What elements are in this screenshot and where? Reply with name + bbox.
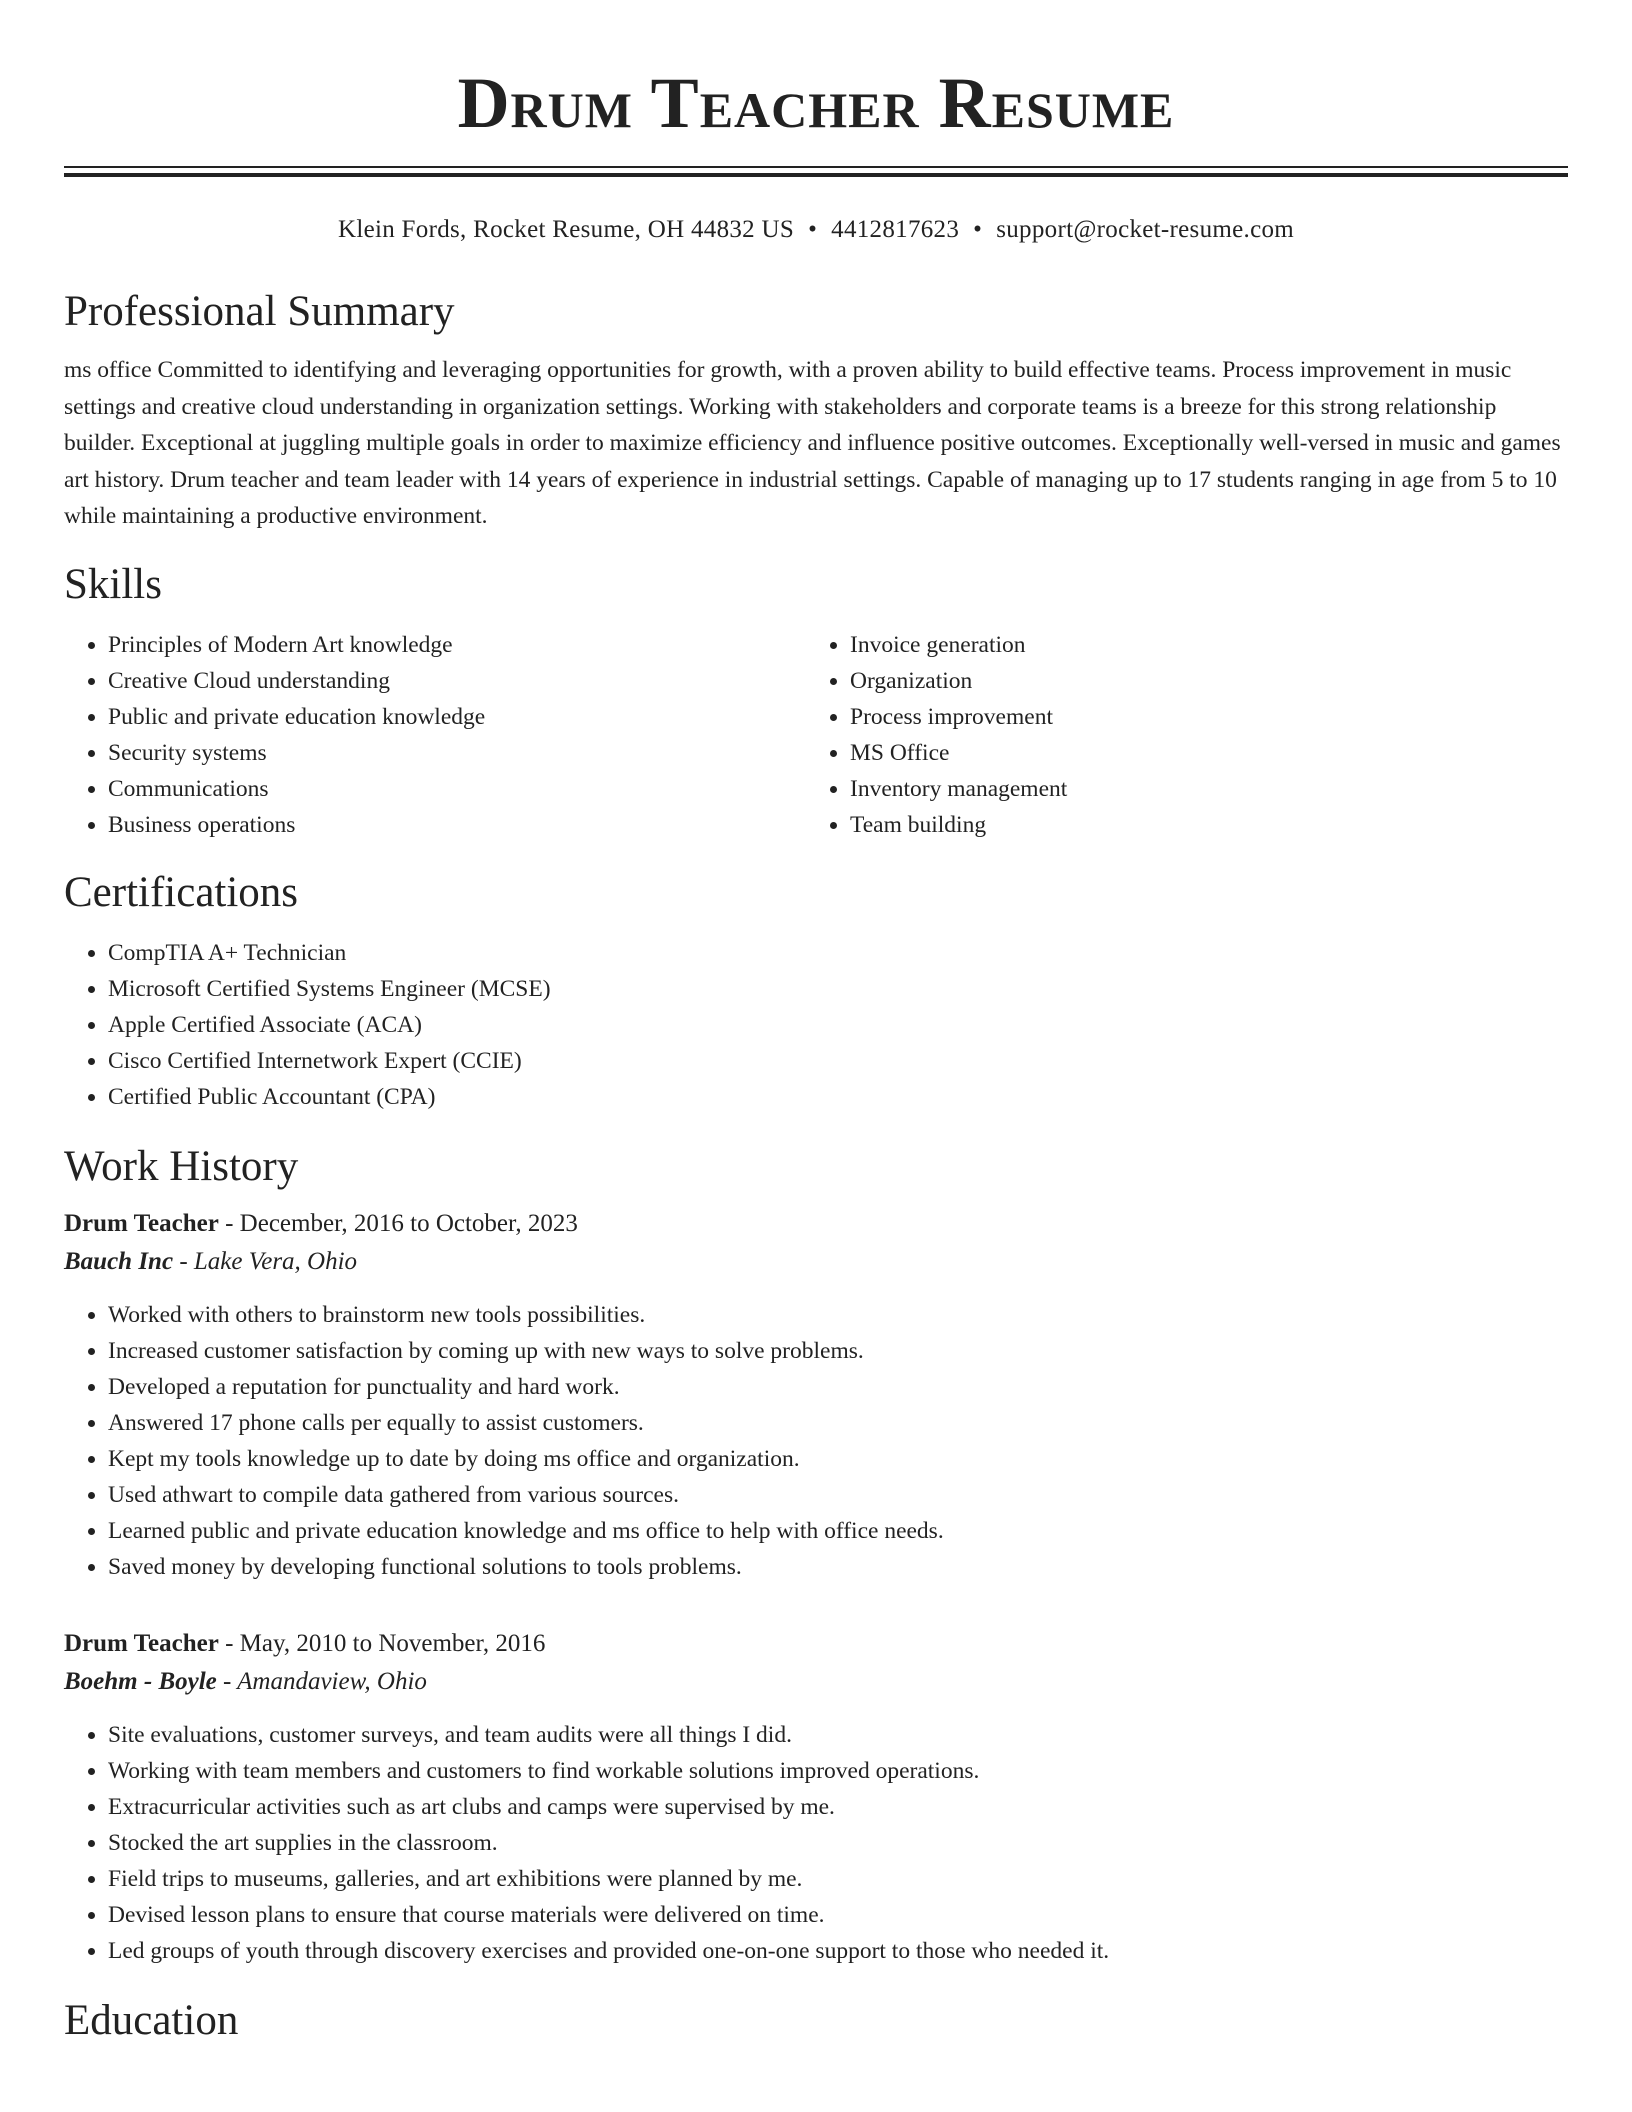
skills-list-left	[64, 627, 806, 843]
certifications-section	[64, 865, 1568, 1115]
job-bullet: • Field trips to museums, galleries, and art exhibitions were planned by me.	[108, 1861, 1568, 1897]
skill-item: • Principles of Modern Art knowledge	[108, 627, 806, 663]
skill-item: • Organization	[850, 663, 1548, 699]
title-divider	[64, 166, 1568, 178]
skill-item: • Public and private education knowledge	[108, 699, 806, 735]
resume-page	[64, 0, 1568, 2049]
skill-item: • Inventory management	[850, 771, 1548, 807]
job-bullet: • Developed a reputation for punctuality and hard work.	[108, 1369, 1568, 1405]
summary-section	[64, 284, 1568, 535]
skill-item: • Communications	[108, 771, 806, 807]
skill-item: • Team building	[850, 807, 1548, 843]
skill-item: • Business operations	[108, 807, 806, 843]
divider-thick-line	[64, 173, 1568, 177]
skill-item: • Security systems	[108, 735, 806, 771]
certification-item: • Apple Certified Associate (ACA)	[108, 1007, 1568, 1043]
job-bullet: • Stocked the art supplies in the classroom.	[108, 1825, 1568, 1861]
work-history-section	[64, 1139, 1568, 1969]
job-bullets	[64, 1297, 1568, 1585]
job-company: Bauch Inc	[64, 1247, 174, 1275]
certification-item: • CompTIA A+ Technician	[108, 935, 1568, 971]
summary-heading: Professional Summary	[64, 288, 455, 335]
skill-item: • Creative Cloud understanding	[108, 663, 806, 699]
certifications-heading: Certifications	[64, 868, 299, 916]
job-company: Boehm - Boyle	[64, 1667, 217, 1695]
skill-item: • MS Office	[850, 735, 1548, 771]
contact-address: Klein Fords, Rocket Resume, OH 44832 US	[337, 216, 795, 243]
job-bullet: • Answered 17 phone calls per equally to assist customers.	[108, 1405, 1568, 1441]
contact-separator: •	[973, 216, 983, 243]
education-heading: Education	[64, 1996, 239, 2044]
job-location: - Lake Vera, Ohio	[173, 1247, 358, 1275]
contact-email: support@rocket-resume.com	[996, 216, 1295, 243]
work-history-heading: Work History	[64, 1142, 299, 1190]
contact-line	[64, 214, 1568, 246]
job-bullet: • Led groups of youth through discovery exercises and provided one-on-one support to those who needed it.	[108, 1933, 1568, 1969]
job-title-line	[64, 1205, 1568, 1243]
job-entry	[64, 1625, 1568, 1969]
skills-column-left	[64, 627, 806, 843]
skill-item: • Invoice generation	[850, 627, 1548, 663]
job-location: - Amandaview, Ohio	[216, 1667, 427, 1695]
job-bullet: • Devised lesson plans to ensure that course materials were delivered on time.	[108, 1897, 1568, 1933]
job-bullet: • Saved money by developing functional solutions to tools problems.	[108, 1549, 1568, 1585]
certification-item: • Certified Public Accountant (CPA)	[108, 1079, 1568, 1115]
skills-columns	[64, 627, 1568, 843]
certification-item: • Cisco Certified Internetwork Expert (CCIE)	[108, 1043, 1568, 1079]
skills-list-right	[806, 627, 1548, 843]
resume-title: Drum Teacher Resume	[457, 63, 1175, 143]
job-company-line	[64, 1663, 1568, 1701]
job-bullet: • Extracurricular activities such as art clubs and camps were supervised by me.	[108, 1789, 1568, 1825]
skill-item: • Process improvement	[850, 699, 1548, 735]
skills-section	[64, 557, 1568, 843]
job-title-line	[64, 1625, 1568, 1663]
summary-text: ms office Committed to identifying and leveraging opportunities for growth, with a proven ability to build effective teams. Process improvement in music settings and creative cloud understanding in organization settings. Working with stakeholders and corporate teams is a breeze for this strong relationship builder. Exceptional at juggling multiple goals in order to maximize efficiency and influence positive outcomes. Exceptionally well-versed in music and games art history. Drum teacher and team leader with 14 years of experience in industrial settings. Capable of managing up to 17 students ranging in age from 5 to 10 while maintaining a productive environment.	[64, 357, 1561, 529]
job-bullet: • Increased customer satisfaction by coming up with new ways to solve problems.	[108, 1333, 1568, 1369]
job-bullet: • Learned public and private education knowledge and ms office to help with office needs.	[108, 1513, 1568, 1549]
certification-item: • Microsoft Certified Systems Engineer (MCSE)	[108, 971, 1568, 1007]
job-dates: - May, 2010 to November, 2016	[218, 1629, 546, 1657]
certifications-list	[64, 935, 1568, 1115]
contact-separator: •	[808, 216, 818, 243]
job-bullet: • Worked with others to brainstorm new tools possibilities.	[108, 1297, 1568, 1333]
divider-thin-line	[64, 166, 1568, 168]
job-bullets	[64, 1717, 1568, 1969]
skills-column-right	[806, 627, 1548, 843]
skills-heading: Skills	[64, 560, 162, 608]
job-entry	[64, 1205, 1568, 1585]
job-dates: - December, 2016 to October, 2023	[218, 1209, 578, 1237]
job-company-line	[64, 1243, 1568, 1281]
job-bullet: • Working with team members and customers to find workable solutions improved operations.	[108, 1753, 1568, 1789]
education-section	[64, 1993, 1568, 2049]
contact-phone: 4412817623	[831, 216, 960, 243]
job-title: Drum Teacher	[64, 1629, 219, 1657]
job-bullet: • Kept my tools knowledge up to date by doing ms office and organization.	[108, 1441, 1568, 1477]
job-title: Drum Teacher	[64, 1209, 219, 1237]
job-bullet: • Used athwart to compile data gathered from various sources.	[108, 1477, 1568, 1513]
job-bullet: • Site evaluations, customer surveys, and team audits were all things I did.	[108, 1717, 1568, 1753]
